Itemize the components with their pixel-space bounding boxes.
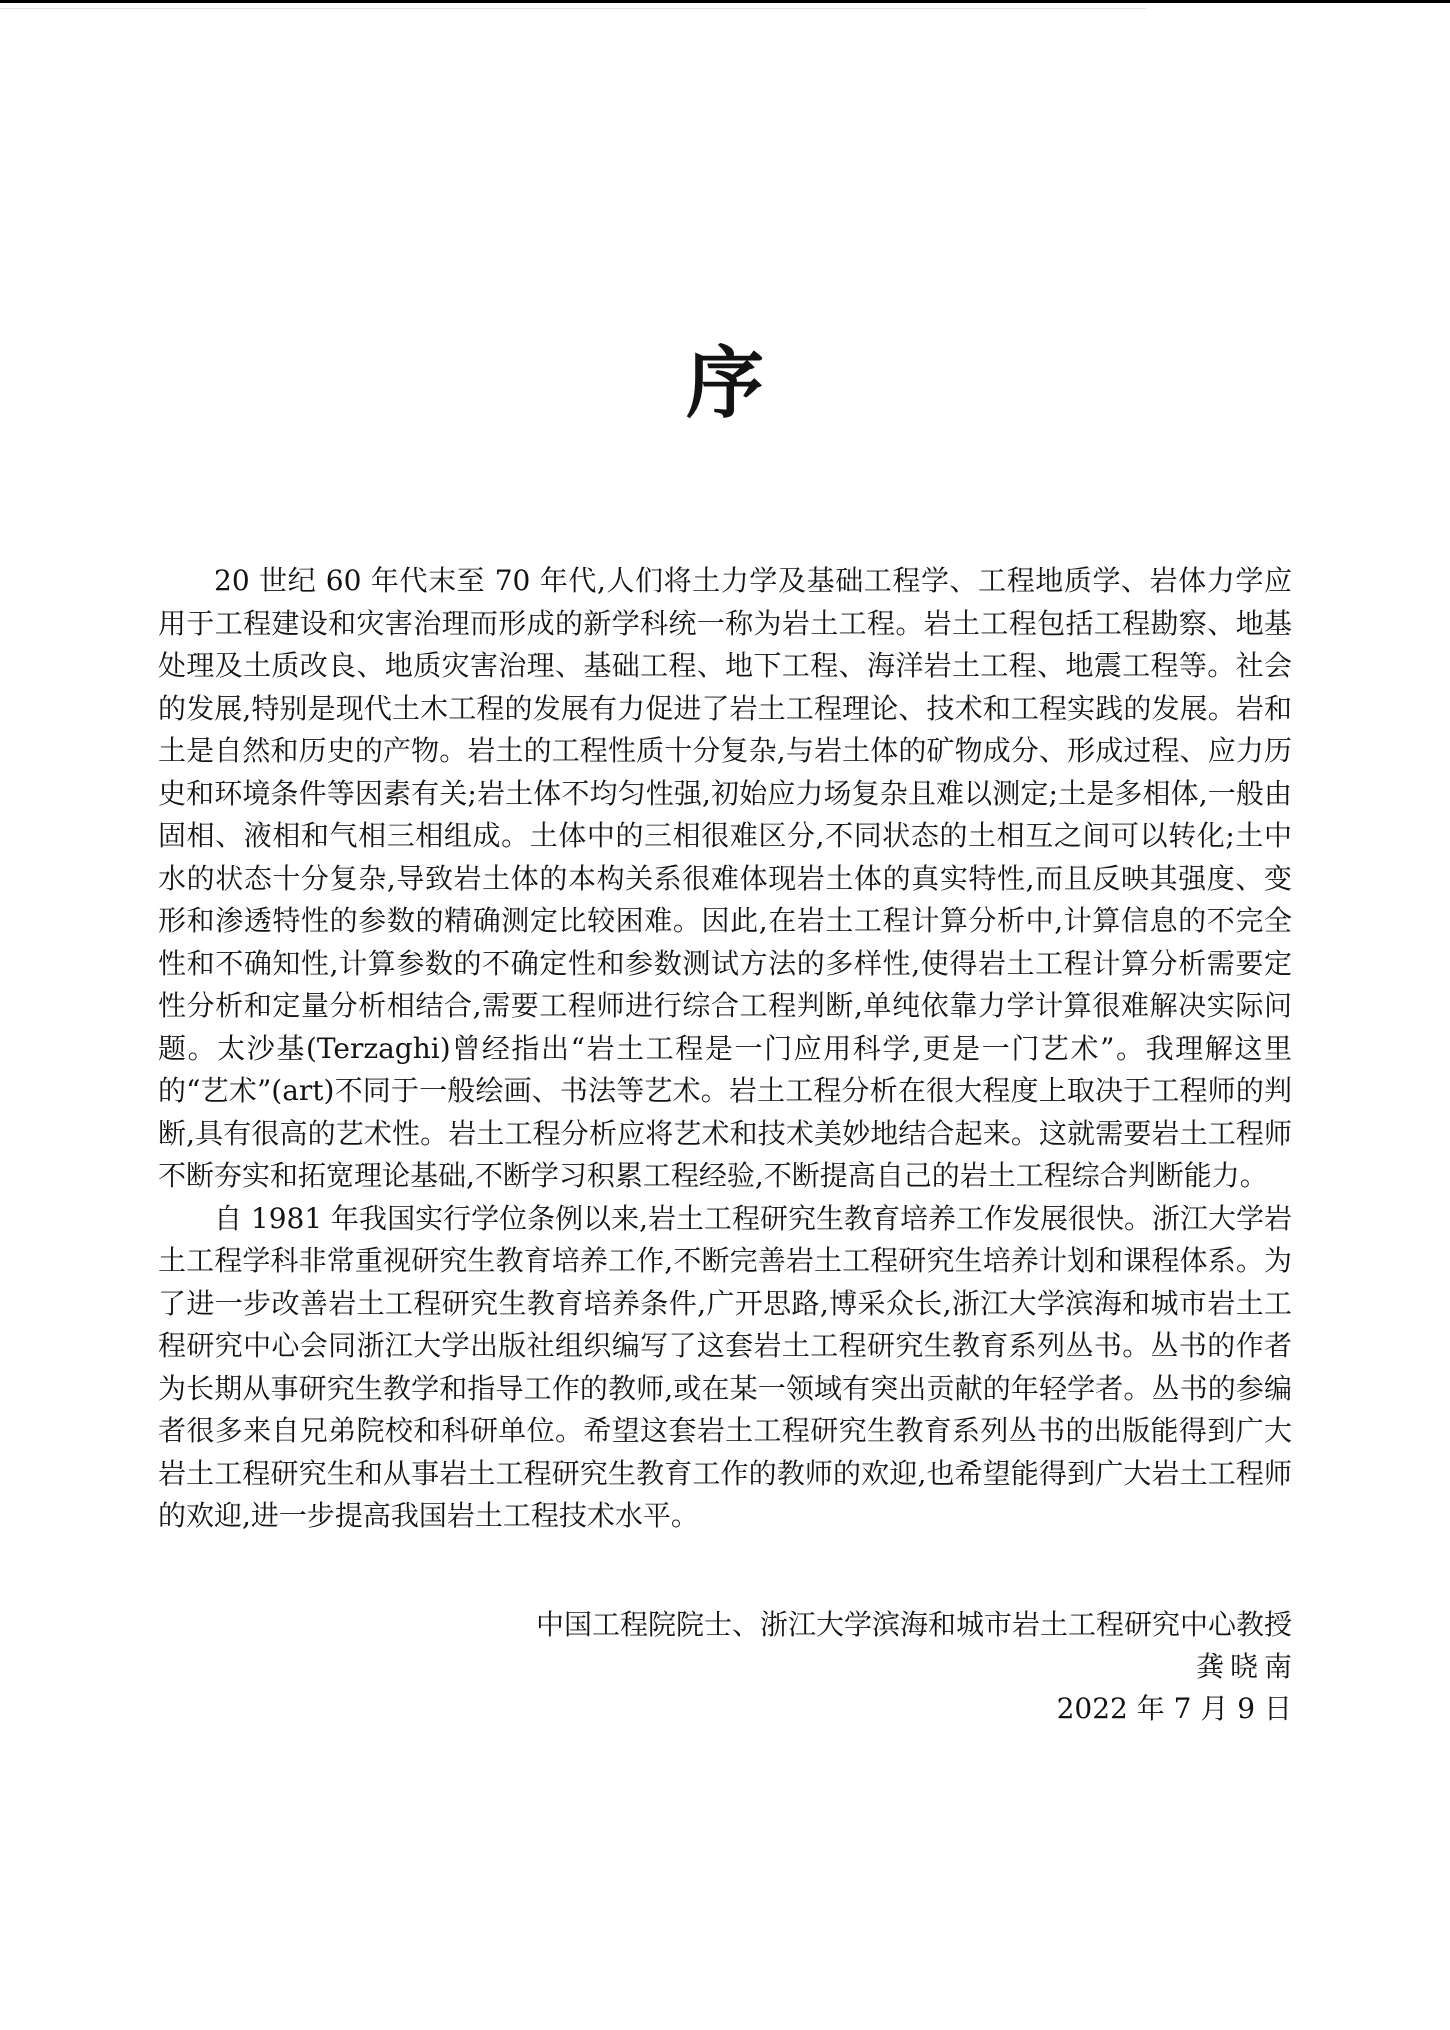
paragraph-1: 20 世纪 60 年代末至 70 年代,人们将土力学及基础工程学、工程地质学、岩体力学应用于工程建设和灾害治理而形成的新学科统一称为岩土工程。岩土工程包括工程勘察、地基处理及土质改良、地质灾害治理、基础工程、地下工程、海洋岩土工程、地震工程等。社会的发展,特别是现代土木工程的发展有力促进了岩土工程理论、技术和工程实践的发展。岩和土是自然和历史的产物。岩土的工程性质十分复杂,与岩土体的矿物成分、形成过程、应力历史和环境条件等因素有关;岩土体不均匀性强,初始应力场复杂且难以测定;土是多相体,一般由固相、液相和气相三相组成。土体中的三相很难区分,不同状态的土相互之间可以转化;土中水的状态十分复杂,导致岩土体的本构关系很难体现岩土体的真实特性,而且反映其强度、变形和渗透特性的参数的精确测定比较困难。因此,在岩土工程计算分析中,计算信息的不完全性和不确知性,计算参数的不确定性和参数测试方法的多样性,使得岩土工程计算分析需要定性分析和定量分析相结合,需要工程师进行综合工程判断,单纯依靠力学计算很难解决实际问题。太沙基(Terzaghi)曾经指出“岩土工程是一门应用科学,更是一门艺术”。我理解这里的“艺术”(art)不同于一般绘画、书法等艺术。岩土工程分析在很大程度上取决于工程师的判断,具有很高的艺术性。岩土工程分析应将艺术和技术美妙地结合起来。这就需要岩土工程师不断夯实和拓宽理论基础,不断学习积累工程经验,不断提高自己的岩土工程综合判断能力。 <box>158 564 1292 1192</box>
signature-block <box>158 1604 1298 1730</box>
page-title: 序 <box>685 338 764 429</box>
preface-body <box>158 560 1292 1538</box>
scan-edge-artifact <box>0 0 1450 3</box>
paragraph-2: 自 1981 年我国实行学位条例以来,岩土工程研究生教育培养工作发展很快。浙江大学岩土工程学科非常重视研究生教育培养工作,不断完善岩土工程研究生培养计划和课程体系。为了进一步改善岩土工程研究生教育培养条件,广开思路,博采众长,浙江大学滨海和城市岩土工程研究中心会同浙江大学出版社组织编写了这套岩土工程研究生教育系列丛书。丛书的作者为长期从事研究生教学和指导工作的教师,或在某一领域有突出贡献的年轻学者。丛书的参编者很多来自兄弟院校和科研单位。希望这套岩土工程研究生教育系列丛书的出版能得到广大岩土工程研究生和从事岩土工程研究生教育工作的教师的欢迎,也希望能得到广大岩土工程师的欢迎,进一步提高我国岩土工程技术水平。 <box>158 1201 1292 1532</box>
scan-edge-shadow <box>0 8 1146 9</box>
signature-affiliation: 中国工程院院士、浙江大学滨海和城市岩土工程研究中心教授 <box>535 1607 1292 1641</box>
signature-date: 2022 年 7 月 9 日 <box>1056 1691 1292 1725</box>
signature-name: 龚晓南 <box>1195 1649 1298 1683</box>
